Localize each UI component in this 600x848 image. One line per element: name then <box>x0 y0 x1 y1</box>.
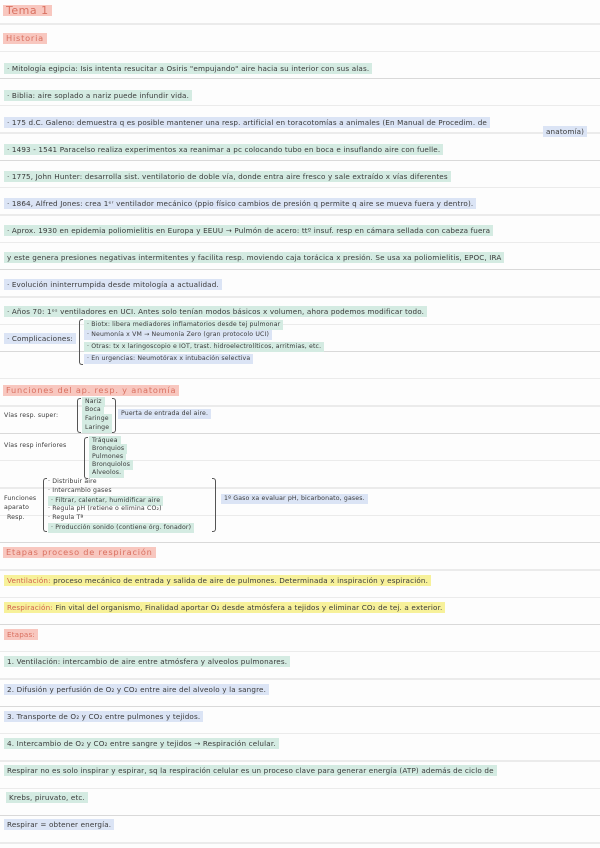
vias-inferiores-label: Vías resp inferiores <box>4 442 67 449</box>
funciones-label: Funciones <box>4 495 37 502</box>
historia-item-continuation: anatomía) <box>543 126 587 137</box>
funcion-item: · Filtrar, calentar, humidificar aire <box>48 496 163 506</box>
funciones-label: aparato <box>4 504 30 511</box>
historia-item: · 175 d.C. Galeno: demuestra q es posible mantener una resp. artificial en toracotomías a animales (En Manual de Procedim. de <box>4 117 490 128</box>
nota-respirar: Respirar no es solo inspirar y espirar, sq la respiración celular es un proceso clave para generar energía (ATP) además de ciclo de <box>4 765 497 776</box>
funciones-note: 1º Gaso xa evaluar pH, bicarbonato, gases. <box>221 494 368 504</box>
term-ventilacion: Ventilación: <box>7 576 51 585</box>
brace-vias-superiores <box>77 398 81 433</box>
via-sup-item: Laringe <box>82 423 112 433</box>
via-inf-item: Pulmones <box>89 452 126 462</box>
complicacion-item: · Neumonía x VM → Neumonía Zero (gran protocolo UCI) <box>84 330 272 340</box>
historia-item: · Evolución ininterrumpida desde mitología a actualidad. <box>4 279 222 290</box>
nota-energia: Respirar = obtener energía. <box>4 819 114 830</box>
brace-vias-inferiores <box>84 437 88 479</box>
historia-item-continuation: y este genera presiones negativas intermitentes y facilita resp. moviendo caja torácica x presión. Se usa xa poliomielitis, EPOC, IRA <box>4 252 504 263</box>
etapa-step: 3. Transporte de O₂ y CO₂ entre pulmones y tejidos. <box>4 711 203 722</box>
term-respiracion: Respiración: <box>7 603 53 612</box>
funcion-item: · Regula Tª <box>48 514 84 521</box>
via-sup-item: Faringe <box>82 414 112 424</box>
complicacion-item: · En urgencias: Neumotórax x intubación selectiva <box>84 354 253 364</box>
via-inf-item: Alveolos. <box>89 468 124 478</box>
historia-item: · Biblia: aire soplado a nariz puede infundir vida. <box>4 90 192 101</box>
definition-ventilacion <box>4 575 431 586</box>
page-title: Tema 1 <box>3 5 52 16</box>
complicacion-item: · Otras: tx x laringoscopio e IOT, trast. hidroelectrolíticos, arritmias, etc. <box>84 342 324 352</box>
def-respiracion: Fin vital del organismo, Finalidad aportar O₂ desde atmósfera a tejidos y eliminar CO₂ de tej. a exterior. <box>55 603 443 612</box>
historia-item: · 1493 - 1541 Paracelso realiza experimentos xa reanimar a pc colocando tubo en boca e insuflando aire con fuelle. <box>4 144 443 155</box>
via-inf-item: Tráquea <box>89 436 121 446</box>
historia-item: · 1775, John Hunter: desarrolla sist. ventilatorio de doble vía, donde entra aire fresco y sale extraído x vías diferentes <box>4 171 451 182</box>
funcion-item: · Producción sonido (contiene órg. fonador) <box>48 523 194 533</box>
brace-complicaciones <box>79 319 83 365</box>
etapas-label: Etapas: <box>4 629 38 640</box>
nota-respirar-continuation: Krebs, piruvato, etc. <box>6 792 88 803</box>
complicaciones-label: · Complicaciones: <box>4 333 76 344</box>
funcion-item: · Regula pH (retiene o elimina CO₂) <box>48 505 162 512</box>
section-heading-historia: Historia <box>3 33 47 44</box>
historia-item: · 1864, Alfred Jones: crea 1ᵉʳ ventilador mecánico (ppio físico cambios de presión q permite q aire se mueva fuera y dentro). <box>4 198 476 209</box>
etapa-step: 2. Difusión y perfusión de O₂ y CO₂ entre aire del alveolo y la sangre. <box>4 684 269 695</box>
funciones-label: Resp. <box>7 514 25 521</box>
funcion-item: · Intercambio gases <box>48 487 112 494</box>
def-ventilacion: proceso mecánico de entrada y salida de aire de pulmones. Determinada x inspiración y espiración. <box>53 576 429 585</box>
etapa-step: 4. Intercambio de O₂ y CO₂ entre sangre y tejidos → Respiración celular. <box>4 738 279 749</box>
via-sup-item: Nariz <box>82 397 105 407</box>
brace-funciones-close <box>212 478 216 532</box>
historia-item: · Aprox. 1930 en epidemia poliomielitis en Europa y EEUU → Pulmón de acero: ttº insuf. resp en cámara sellada con cabeza fuera <box>4 225 493 236</box>
section-heading-etapas: Etapas proceso de respiración <box>3 547 156 558</box>
etapa-step: 1. Ventilación: intercambio de aire entre atmósfera y alveolos pulmonares. <box>4 656 290 667</box>
section-heading-funciones: Funciones del ap. resp. y anatomía <box>3 385 179 396</box>
vias-superiores-label: Vías resp. super: <box>4 412 59 419</box>
via-inf-item: Bronquiolos <box>89 460 133 470</box>
funcion-item: · Distribuir aire <box>48 478 97 485</box>
via-inf-item: Bronquios <box>89 444 127 454</box>
brace-vias-superiores-close <box>112 398 116 433</box>
via-sup-item: Boca <box>82 405 104 415</box>
complicacion-item: · Biotx: libera mediadores inflamatorios desde tej pulmonar <box>84 320 283 330</box>
historia-item: · Mitología egipcia: Isis intenta resucitar a Osiris "empujando" aire hacia su interior con sus alas. <box>4 63 372 74</box>
historia-item: · Años 70: 1ᵒˢ ventiladores en UCI. Antes solo tenían modos básicos x volumen, ahora podemos modificar todo. <box>4 306 427 317</box>
definition-respiracion <box>4 602 445 613</box>
brace-funciones <box>43 478 47 532</box>
vias-superiores-desc: Puerta de entrada del aire. <box>118 409 211 419</box>
